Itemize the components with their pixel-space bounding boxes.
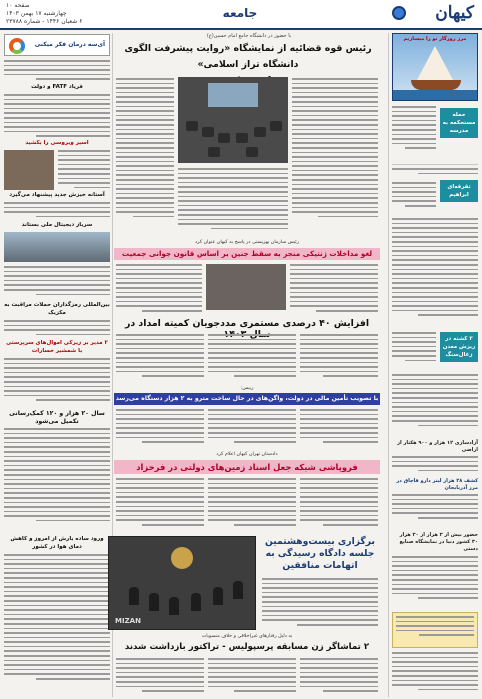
article-pension-2	[208, 334, 296, 384]
masthead	[0, 0, 482, 30]
person-figure	[213, 587, 223, 605]
audience-seat	[270, 121, 282, 131]
photo-watermark: MIZAN	[115, 617, 141, 625]
article-forgery-1	[300, 478, 378, 532]
left-article-6	[4, 320, 110, 338]
side-article-8	[392, 556, 478, 608]
article-metro-1	[300, 409, 378, 449]
article-stadium-2	[208, 658, 296, 696]
photo-court-session[interactable]	[108, 536, 256, 630]
left-article-2	[4, 94, 110, 140]
photo-welfare-official[interactable]	[206, 264, 286, 310]
person-figure	[233, 581, 243, 599]
band-forgery-headline[interactable]: فروپاشی شبکه جعل اسناد زمین‌های دولتی در فرحزاد	[114, 460, 380, 474]
article-genetic-left	[116, 264, 202, 316]
side-article-1	[392, 104, 436, 160]
band4-kicker: دادستان تهران کیهان اعلام کرد	[216, 452, 278, 457]
left-photo-person[interactable]	[4, 150, 54, 190]
audience-seat	[208, 147, 220, 157]
side-tag-school[interactable]: حمله مستحکمه به مدرسه	[440, 108, 478, 138]
left-headline-weather[interactable]: ورود ساده بارش از امروز و کاهش دمای هوا در کشور	[10, 536, 104, 550]
page-number: صفحه ۱۰	[6, 2, 30, 9]
article-metro-2	[208, 409, 296, 449]
person-figure	[191, 593, 201, 611]
ship-hull-icon	[411, 80, 461, 90]
ad-caption: مرز روزگار ‌نو‌ را میسازیم	[403, 36, 467, 42]
person-figure	[129, 587, 139, 605]
column-rule-right	[388, 33, 389, 697]
headline-stadium-arrest[interactable]: ۲ تماشاگر زن مسابقه پرسپولیس - تراکتور بازداشت شدند	[124, 642, 370, 652]
article-metro-3	[116, 409, 204, 449]
band-metro-headline[interactable]: با تصویب تأمین مالی در دولت، واگن‌های در حال ساخت مترو به ۲ هزار دستگاه می‌رسد	[114, 393, 380, 405]
side-article-7	[392, 494, 478, 528]
article-pension-3	[116, 334, 204, 384]
audience-seat	[236, 133, 248, 143]
left-headline-mexico[interactable]: بین‌المللی رمزگذاران حملات مراقبت به مکزیک	[4, 302, 110, 316]
left-article-1	[4, 60, 110, 82]
article-stadium-1	[300, 658, 378, 696]
side-lead	[392, 167, 478, 177]
headline-court-session[interactable]: برگزاری بیست‌وهشتمین جلسه دادگاه رسیدگی به اتهامات منافقین	[265, 536, 375, 571]
section-title: جامعه	[222, 6, 258, 20]
left-article-9	[4, 554, 110, 696]
promo-title: آی‌سه درمان فکر میکنی	[34, 41, 105, 48]
left-headline-relief[interactable]: سال ۲۰ هزار و ۱۲۰ کمک‌رسانی تکمیل می‌شود	[9, 410, 105, 425]
left-headline-fatf[interactable]: فریاد FATF و دولت	[31, 84, 83, 90]
main-headline-line1: رئیس قوه قضائیه از نمایشگاه «روایت پیشرفت الگوی دانشگاه تراز اسلامی»	[124, 43, 372, 70]
article-court-session	[262, 578, 378, 630]
band-genetic-headline[interactable]: لغو مداخلات ژنتیکی منجر به سقط جنین بر اساس قانون جوانی جمعیت	[114, 248, 380, 260]
side-headline-land[interactable]: آزادسازی ۱۲ هزار و ۹۰۰ هکتار از اراضی	[397, 440, 478, 453]
issue-date: چهارشنبه ۱۷ بهمن ۱۴۰۳	[6, 10, 67, 17]
promo-banner[interactable]	[4, 34, 110, 56]
promo-logo-icon	[9, 38, 25, 54]
main-article-left	[116, 78, 174, 236]
side-notice-box	[392, 612, 478, 648]
left-headline-wave[interactable]: آستانه خیزش جدید پیشنهاد می‌گیرد	[9, 192, 105, 198]
side-article-3	[392, 216, 478, 326]
audience-seat	[218, 133, 230, 143]
left-article-5	[4, 266, 110, 300]
issue-info	[6, 2, 82, 26]
left-article-7	[4, 358, 110, 406]
side-tag-ebrahim[interactable]: تقرقه‌ای ابراهیم	[440, 180, 478, 202]
article-genetic-right	[290, 264, 378, 316]
audience-seat	[246, 147, 258, 157]
headline-pension[interactable]: افزایش ۴۰ درصدی مستمری مددجویان کمیته امداد در	[124, 318, 370, 329]
side-article-6	[392, 456, 478, 476]
audience-seat	[186, 121, 198, 131]
newspaper-logo[interactable]: کیهان	[435, 3, 474, 23]
ship-sail-icon	[417, 46, 453, 80]
side-article-9	[392, 652, 478, 696]
court-emblem-icon	[171, 547, 193, 569]
logo-emblem-icon	[392, 6, 406, 20]
sea-graphic	[393, 90, 477, 100]
side-article-4	[392, 330, 436, 366]
main-article-below-photo	[178, 168, 288, 236]
left-headline-virus[interactable]: اسیر ویروسی را بکشید	[25, 140, 89, 146]
side-headline-smuggling[interactable]: کشف ۲۸ هزار لیتر دارو قاچاق در مرز آذربایجان	[396, 478, 478, 491]
band1-kicker: رئیس سازمان بهزیستی در پاسخ به کیهان عنوان کرد	[195, 240, 299, 245]
article-pension-1	[300, 334, 378, 384]
stage-screen	[208, 83, 258, 107]
person-figure	[169, 597, 179, 615]
side-headline-expo[interactable]: حضور بیش از ۳ هزار از ۳۰ هزار ۳۰ کشور دنیا در نمایشگاه صنایع دستی	[399, 532, 478, 552]
main-photo-conference[interactable]	[178, 77, 288, 163]
band5-kicker: به دلیل رفتارهای غیراخلاقی و خلاف منسوبات	[201, 634, 293, 639]
main-article-right	[292, 78, 378, 236]
left-article-3	[58, 150, 110, 190]
person-figure	[149, 593, 159, 611]
audience-seat	[202, 127, 214, 137]
left-headline-soldier[interactable]: سرباز دیجیتال ملی بستاند	[21, 222, 93, 228]
article-stadium-3	[116, 658, 204, 696]
audience-seat	[254, 127, 266, 137]
divider	[392, 164, 478, 165]
side-tag-mine[interactable]: ۳ کشته در ریزش معدن زغال‌سنگ	[440, 332, 478, 362]
main-kicker: با حضور در دانشگاه جامع امام حسین(ع)	[206, 33, 292, 39]
side-article-5	[392, 372, 478, 432]
left-photo-missiles[interactable]	[4, 232, 110, 262]
ship-advertisement[interactable]	[392, 33, 478, 101]
left-article-8	[4, 428, 110, 532]
left-article-4	[4, 202, 110, 220]
left-headline-managers[interactable]: ۲ مدیر بر زیرکی اموال‌های سرپرستی با شمشیر خسارات	[6, 340, 108, 354]
issue-number: ۶ شعبان ۱۴۴۶ - شماره ۲۳۷۸۸	[6, 18, 83, 25]
band3-kicker: رییس:	[240, 386, 254, 391]
side-article-2	[392, 180, 436, 212]
article-forgery-3	[116, 478, 204, 532]
article-forgery-2	[208, 478, 296, 532]
